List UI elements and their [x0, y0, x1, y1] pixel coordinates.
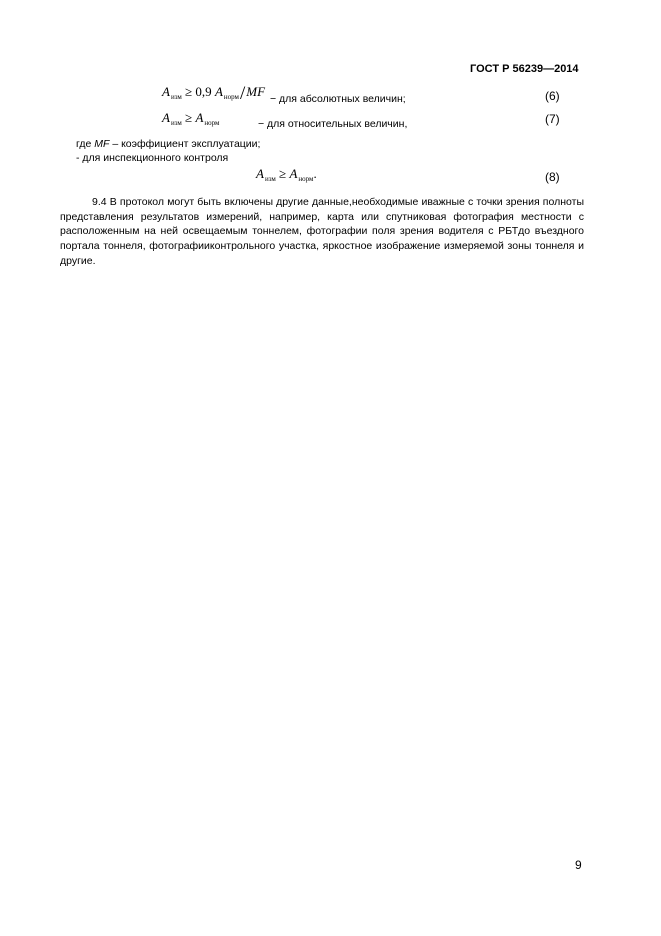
where-definition: – коэффициент эксплуатации;	[109, 138, 261, 150]
formula-8-rhs-sub: норм	[298, 175, 314, 183]
formula-7-rhs-sub: норм	[204, 119, 220, 127]
where-symbol: MF	[94, 138, 110, 150]
paragraph-9-4: 9.4 В протокол могут быть включены другие данные,необходимые иважные с точки зрения полноты представления результатов измерений, например, карта или спутниковая фотография местности с расположенным на ней освещаемым тоннелем, фотографии поля зрения водителя с РБТдо въездного портала тоннеля, фотографииконтрольного участка, яркостное изображение измеряемой зоны тоннеля и другие.	[60, 196, 584, 267]
formula-8-lhs-sub: изм	[264, 175, 276, 183]
where-prefix: где	[76, 138, 95, 150]
formula-6-lhs-sub: изм	[170, 93, 182, 101]
formula-6: $A_{изм} \ge 0,9$ $A_{норм}/MF$	[162, 83, 266, 104]
formula-8-punct: .	[313, 166, 317, 181]
formula-7-operator: ≥	[185, 110, 193, 125]
formula-6-number: (6)	[545, 89, 560, 103]
formula-8-rhs: A	[289, 166, 298, 181]
formula-6-rhs-sub: норм	[223, 93, 239, 101]
page-number: 9	[575, 858, 582, 872]
formula-7-rhs: A	[195, 110, 204, 125]
formula-7-description: − для относительных величин,	[258, 118, 408, 130]
inspection-control-line: - для инспекционного контроля	[76, 152, 229, 164]
formula-6-rhs: A	[214, 84, 223, 99]
formula-7-lhs: A	[162, 110, 170, 125]
formula-8-number: (8)	[545, 170, 560, 184]
formula-7-lhs-sub: изм	[170, 119, 182, 127]
formula-8-operator: ≥	[279, 166, 287, 181]
formula-6-lhs: A	[162, 84, 170, 99]
formula-8	[256, 166, 317, 183]
formula-7	[162, 110, 219, 127]
formula-6-divisor: MF	[246, 84, 266, 99]
formula-7-number: (7)	[545, 112, 560, 126]
where-line	[76, 138, 260, 150]
formula-8-lhs: A	[256, 166, 264, 181]
formula-6-description: − для абсолютных величин;	[270, 93, 406, 105]
document-header: ГОСТ Р 56239—2014	[470, 63, 579, 75]
formula-6-operator: ≥ 0,9	[185, 84, 212, 99]
